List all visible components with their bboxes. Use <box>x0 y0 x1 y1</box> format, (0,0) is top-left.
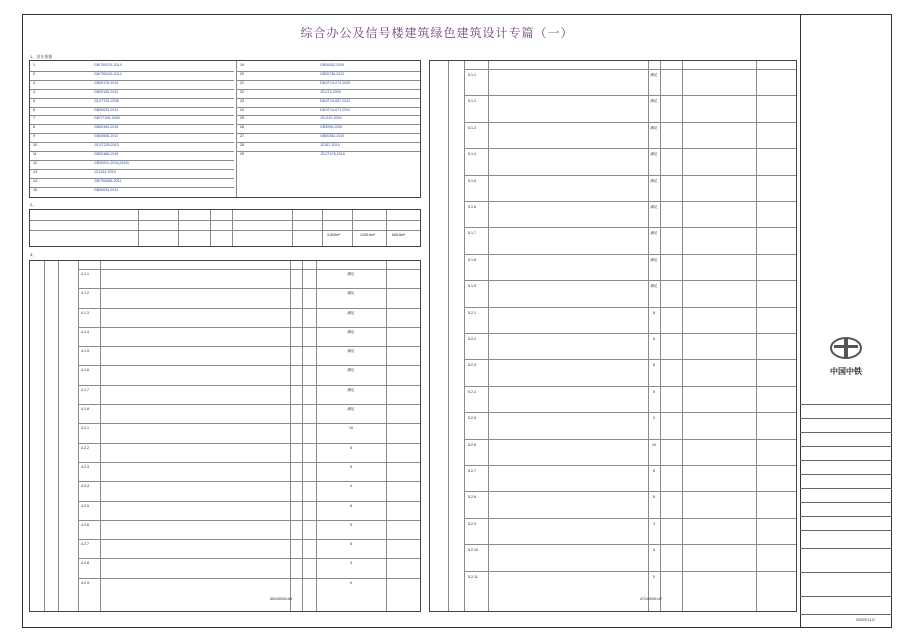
right-row-divider <box>464 307 796 308</box>
clause-score: 满足 <box>347 291 355 296</box>
right-total-value: 47/100/00=47 <box>640 597 663 601</box>
company-logo-icon <box>826 336 866 360</box>
right-row-divider <box>464 227 796 228</box>
standard-code: JGJ/T151-2008 <box>94 98 119 103</box>
left-row-divider <box>78 558 420 559</box>
clause-number: 5.2.1 <box>468 310 476 315</box>
clause-number: 5.2.4 <box>468 389 476 394</box>
right-row-divider <box>464 571 796 572</box>
right-row-divider <box>464 254 796 255</box>
left-total-value: 65/100/00=65 <box>270 597 293 601</box>
standards-row-divider <box>30 187 234 188</box>
right-row-divider <box>464 386 796 387</box>
clause-score: 满足 <box>347 329 355 334</box>
standard-number: 29 <box>240 152 244 156</box>
standard-number: 27 <box>240 134 244 139</box>
standards-row-divider <box>30 80 234 81</box>
standards-row-divider <box>30 115 234 116</box>
right-evaluation-table <box>429 60 797 612</box>
clause-number: 4.2.8 <box>81 561 89 566</box>
standard-code: GB50364-2018 <box>94 125 119 130</box>
clause-score: 满足 <box>650 231 658 236</box>
clause-score: 6 <box>653 469 655 473</box>
standard-code: JGJ142-2004 <box>320 116 342 121</box>
standard-code: GB/T50016-2014 <box>94 71 122 76</box>
left-row-divider <box>78 423 420 424</box>
clause-number: 5.1.6 <box>468 205 476 209</box>
clause-number: 4.2.1 <box>81 426 89 431</box>
standard-code: DBJ/T14-074-2009 <box>320 80 351 85</box>
project-info-table <box>29 209 421 247</box>
clause-number: 4.2.9 <box>81 580 89 585</box>
clause-score: 满足 <box>347 407 355 412</box>
clause-number: 4.1.4 <box>81 329 89 334</box>
clause-score: 满足 <box>650 257 658 262</box>
right-row-divider <box>464 518 796 519</box>
clause-score: 0 <box>350 580 352 585</box>
clause-number: 5.2.6 <box>468 442 476 447</box>
clause-score: 满足 <box>347 310 355 315</box>
clause-number: 4.1.2 <box>81 291 89 296</box>
clause-number: 5.1.8 <box>468 257 476 262</box>
right-row-divider <box>464 148 796 149</box>
clause-score: 5 <box>350 542 352 547</box>
clause-number: 5.1.9 <box>468 284 476 289</box>
clause-number: 5.2.3 <box>468 363 476 368</box>
clause-score: 满足 <box>347 272 355 276</box>
area-b-value: 1235.6m² <box>360 233 376 237</box>
clause-number: 5.2.5 <box>468 416 476 421</box>
standard-number: 21 <box>240 80 244 85</box>
standard-number: 11 <box>33 152 37 156</box>
right-row-divider <box>464 69 796 70</box>
standards-row-divider <box>30 178 234 179</box>
left-row-divider <box>78 520 420 521</box>
left-row-divider <box>78 481 420 482</box>
section-1-label: 1、设计依据 <box>30 54 53 59</box>
standard-code: GB3096-2008 <box>320 125 343 130</box>
right-row-divider <box>464 280 796 281</box>
clause-score: 满足 <box>347 368 355 373</box>
right-row-divider <box>464 465 796 466</box>
document-title: 综合办公及信号楼建筑绿色建筑设计专篇（一） <box>300 26 574 40</box>
standard-code: GB50176-2016 <box>94 80 119 85</box>
standard-code: GB/T7106-2008 <box>94 116 120 121</box>
clause-number: 4.2.5 <box>81 503 89 508</box>
right-row-divider <box>464 439 796 440</box>
standard-code: GB50555-2010 <box>94 134 119 139</box>
clause-score: 10 <box>652 442 656 447</box>
clause-number: 4.1.3 <box>81 310 89 315</box>
clause-number: 5.2.8 <box>468 495 476 500</box>
standard-number: 22 <box>240 89 244 94</box>
clause-score: 10 <box>349 426 353 431</box>
standard-number: 8 <box>33 125 35 130</box>
clause-number: 4.1.6 <box>81 368 89 373</box>
clause-score: 5 <box>350 522 352 527</box>
clause-number: 4.1.5 <box>81 349 89 354</box>
standards-row-divider <box>30 124 234 125</box>
right-row-divider <box>464 544 796 545</box>
right-row-divider <box>464 491 796 492</box>
left-row-divider <box>78 346 420 347</box>
standards-row-divider <box>30 71 234 72</box>
standard-number: 19 <box>240 63 244 67</box>
standards-row-divider <box>30 160 234 161</box>
standards-table <box>29 60 421 198</box>
right-row-divider <box>464 359 796 360</box>
standard-number: 9 <box>33 134 35 139</box>
standard-number: 12 <box>33 160 37 165</box>
standard-number: 28 <box>240 143 244 148</box>
section-2-label: 2、 <box>30 202 37 207</box>
clause-score: 满足 <box>650 152 658 157</box>
standard-code: GB50736-2012 <box>320 71 345 76</box>
standard-number: 2 <box>33 71 35 76</box>
company-name: 中国中铁 <box>830 367 862 376</box>
clause-number: 5.1.4 <box>468 152 476 157</box>
standards-row-divider <box>30 107 234 108</box>
clause-number: 4.2.6 <box>81 522 89 527</box>
left-row-divider <box>78 365 420 366</box>
standard-code: GB/T50668-2011 <box>94 178 122 183</box>
standard-number: 26 <box>240 125 244 130</box>
clause-score: 4 <box>350 484 352 489</box>
left-row-divider <box>78 443 420 444</box>
standard-number: 23 <box>240 98 244 103</box>
clause-number: 5.2.10 <box>468 548 478 553</box>
clause-score: 满足 <box>347 387 355 392</box>
clause-number: 4.2.3 <box>81 464 89 469</box>
clause-number: 5.1.3 <box>468 125 476 130</box>
standard-number: 15 <box>33 187 37 192</box>
left-row-divider <box>78 578 420 579</box>
drawing-date: 2020年11月 <box>856 618 875 622</box>
right-row-divider <box>464 333 796 334</box>
standard-code: GB50189-2015 <box>94 89 119 94</box>
standard-number: 7 <box>33 116 35 121</box>
clause-score: 8 <box>653 310 655 315</box>
left-row-divider <box>78 269 420 270</box>
standard-code: DBJ/T14-087-2012 <box>320 98 351 103</box>
right-row-divider <box>464 95 796 96</box>
left-row-divider <box>78 385 420 386</box>
clause-number: 4.1.7 <box>81 387 89 392</box>
clause-score: 满足 <box>650 178 658 183</box>
left-row-divider <box>78 308 420 309</box>
clause-score: 5 <box>653 389 655 394</box>
right-row-divider <box>464 122 796 123</box>
right-row-divider <box>464 412 796 413</box>
clause-number: 5.1.2 <box>468 99 476 104</box>
standards-row-divider <box>30 142 234 143</box>
clause-number: 5.1.5 <box>468 178 476 183</box>
clause-score: 8 <box>653 363 655 368</box>
clause-number: 4.2.4 <box>81 484 89 489</box>
left-row-divider <box>78 501 420 502</box>
clause-score: 满足 <box>650 205 658 209</box>
clause-score: 满足 <box>650 125 658 130</box>
standard-code: JGJ/T229-2010 <box>94 143 119 148</box>
standard-code: GB50034-2013 <box>94 187 119 192</box>
standard-number: 6 <box>33 107 35 112</box>
left-row-divider <box>78 539 420 540</box>
standard-code: DBJ/T14-071-2010 <box>320 107 351 112</box>
standard-code: GB50352-2019 <box>320 134 345 139</box>
standard-number: 5 <box>33 98 35 103</box>
right-row-divider <box>464 175 796 176</box>
clause-number: 5.2.7 <box>468 469 476 473</box>
standards-row-divider <box>30 133 234 134</box>
title-block <box>800 14 892 628</box>
standards-row-divider <box>30 169 234 170</box>
standard-code: GB/T50378-2019 <box>94 63 122 67</box>
clause-number: 4.1.1 <box>81 272 89 276</box>
standard-number: 10 <box>33 143 37 148</box>
standard-number: 24 <box>240 107 244 112</box>
clause-score: 8 <box>653 337 655 341</box>
clause-score: 满足 <box>650 73 658 77</box>
clause-number: 5.2.2 <box>468 337 476 341</box>
standards-row-divider <box>30 151 234 152</box>
clause-score: 5 <box>653 548 655 553</box>
clause-number: 4.1.8 <box>81 407 89 412</box>
standards-row-divider <box>30 98 234 99</box>
clause-number: 4.2.2 <box>81 445 89 450</box>
standard-number: 14 <box>33 178 37 183</box>
clause-score: 3 <box>653 521 655 526</box>
clause-score: 5 <box>350 445 352 450</box>
clause-score: 满足 <box>650 99 658 104</box>
clause-score: 6 <box>653 495 655 500</box>
clause-score: 8 <box>350 503 352 508</box>
clause-number: 5.2.9 <box>468 521 476 526</box>
standard-code: GB50033-2013 <box>94 107 119 112</box>
area-a-value: 3,500m² <box>327 233 341 237</box>
clause-number: 5.1.7 <box>468 231 476 236</box>
clause-score: 3 <box>350 561 352 566</box>
standard-code: JGJ144-2019 <box>94 169 116 174</box>
standard-number: 13 <box>33 169 37 174</box>
standard-code: JGJ/T478-2018 <box>320 152 345 156</box>
area-c-value: 608.8m² <box>392 233 406 237</box>
left-row-divider <box>78 327 420 328</box>
standard-code: GB50001-2010(2016) <box>94 160 129 165</box>
clause-number: 5.2.11 <box>468 574 478 579</box>
section-3-label: 3、 <box>30 252 37 257</box>
standard-code: JGJ/T3-2009 <box>320 89 341 94</box>
standards-row-divider <box>30 89 234 90</box>
clause-score: 0 <box>653 416 655 421</box>
standard-code: GB50052-2009 <box>320 63 345 67</box>
clause-number: 4.2.7 <box>81 542 89 547</box>
standard-code: GB50368-2018 <box>94 152 119 156</box>
standard-number: 20 <box>240 71 244 76</box>
left-evaluation-table <box>29 260 421 612</box>
standard-number: 1 <box>33 63 35 67</box>
clause-score: 满足 <box>650 284 658 289</box>
standard-number: 4 <box>33 89 35 94</box>
left-row-divider <box>78 288 420 289</box>
left-row-divider <box>78 462 420 463</box>
clause-score: 5 <box>350 464 352 469</box>
left-row-divider <box>78 404 420 405</box>
clause-score: 满足 <box>347 349 355 354</box>
standard-number: 25 <box>240 116 244 121</box>
standard-number: 3 <box>33 80 35 85</box>
clause-score: 0 <box>653 574 655 579</box>
standard-code: JGJ67-2019 <box>320 143 340 148</box>
clause-number: 5.1.1 <box>468 73 476 77</box>
right-row-divider <box>464 201 796 202</box>
